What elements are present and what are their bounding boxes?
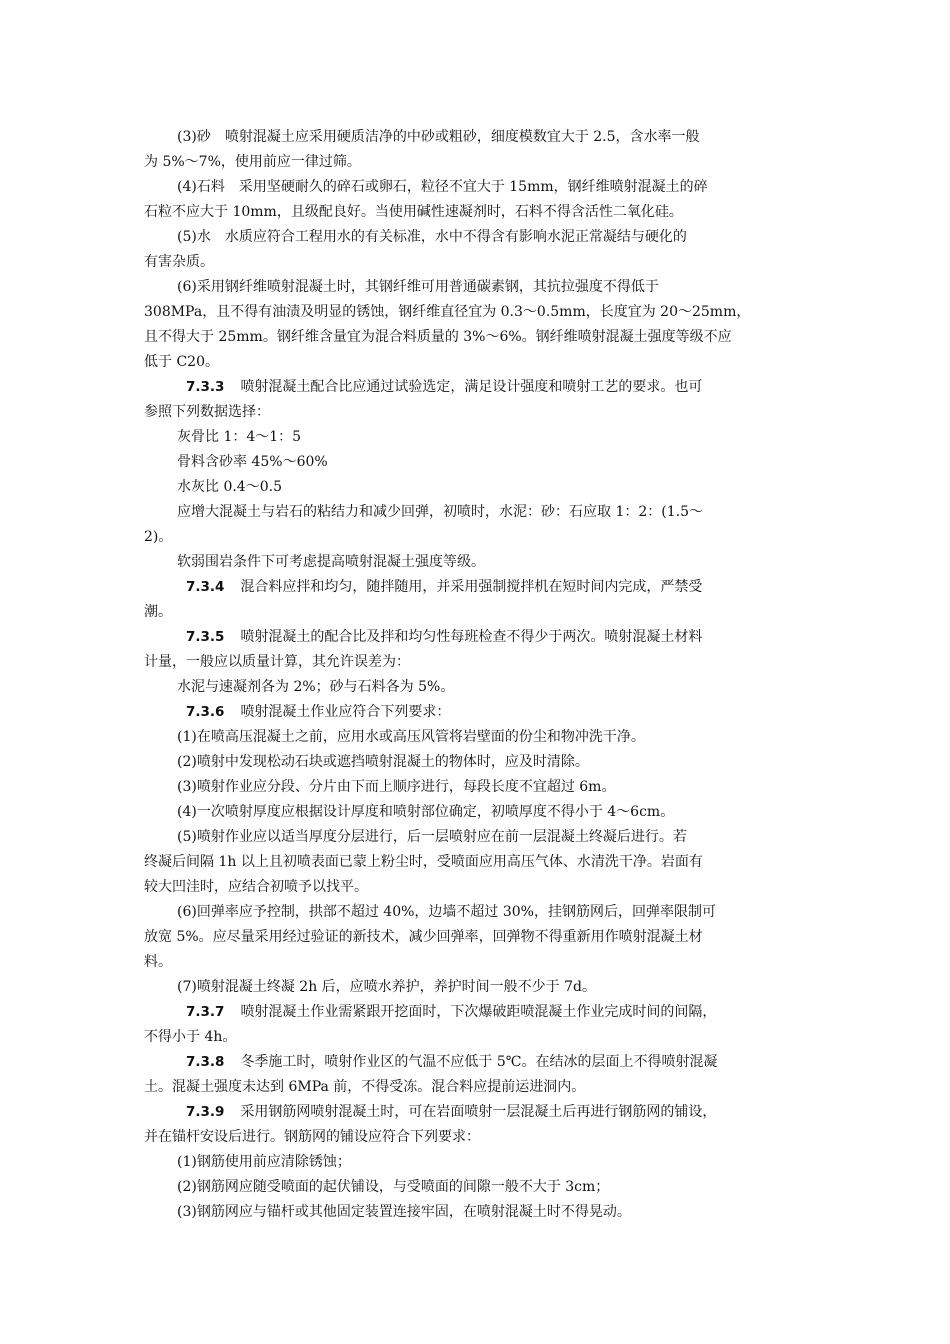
paragraph-line: 7.3.8 冬季施工时，喷射作业区的气温不应低于 5℃。在结冰的层面上不得喷射混凝 (186, 1054, 718, 1070)
paragraph-line: 7.3.6 喷射混凝土作业应符合下列要求： (186, 704, 451, 720)
paragraph-line: 放宽 5%。应尽量采用经过验证的新技术，减少回弹率，回弹物不得重新用作喷射混凝土材 (144, 929, 703, 945)
paragraph-line: (5)喷射作业应以适当厚度分层进行，后一层喷射应在前一层混凝土终凝后进行。若 (177, 829, 687, 845)
paragraph-line: 终凝后间隔 1h 以上且初喷表面已蒙上粉尘时，受喷面应用高压气体、水清洗干净。岩面有 (144, 854, 703, 870)
paragraph-line: 为 5%～7%，使用前应一律过筛。 (144, 154, 361, 170)
paragraph-line: 较大凹洼时，应结合初喷予以找平。 (144, 879, 368, 895)
section-number: 7.3.8 (186, 1054, 225, 1070)
paragraph-line: 7.3.5 喷射混凝土的配合比及拌和均匀性每班检查不得少于两次。喷射混凝土材料 (186, 629, 703, 645)
paragraph-line: 7.3.7 喷射混凝土作业需紧跟开挖面时，下次爆破距喷混凝土作业完成时间的间隔， (186, 1004, 717, 1020)
paragraph-line: (7)喷射混凝土终凝 2h 后，应喷水养护，养护时间一般不少于 7d。 (177, 979, 596, 995)
paragraph-line: (1)钢筋使用前应清除锈蚀； (177, 1154, 351, 1170)
paragraph-line: 并在锚杆安设后进行。钢筋网的铺设应符合下列要求： (144, 1129, 480, 1145)
paragraph-line: 不得小于 4h。 (144, 1029, 237, 1045)
paragraph-line: 应增大混凝土与岩石的粘结力和减少回弹，初喷时，水泥：砂：石应取 1：2：(1.5～ (177, 504, 703, 520)
paragraph-line: 且不得大于 25mm。钢纤维含量宜为混合料质量的 3%～6%。钢纤维喷射混凝土强度等级不应 (144, 329, 732, 345)
paragraph-line: 料。 (144, 954, 172, 970)
paragraph-line: 参照下列数据选择： (144, 404, 270, 420)
paragraph-line: (2)钢筋网应随受喷面的起伏铺设，与受喷面的间隙一般不大于 3cm； (177, 1179, 610, 1195)
section-number: 7.3.4 (186, 579, 225, 595)
section-number: 7.3.9 (186, 1104, 225, 1120)
paragraph-line: 软弱围岩条件下可考虑提高喷射混凝土强度等级。 (177, 554, 485, 570)
paragraph-line: 308MPa，且不得有油渍及明显的锈蚀，钢纤维直径宜为 0.3～0.5mm，长度宜为 20～25mm， (144, 304, 751, 320)
paragraph-line: 水灰比 0.4～0.5 (177, 479, 282, 495)
paragraph-line: 灰骨比 1：4～1：5 (177, 429, 302, 445)
paragraph-line: 7.3.9 采用钢筋网喷射混凝土时，可在岩面喷射一层混凝土后再进行钢筋网的铺设， (186, 1104, 717, 1120)
paragraph-line: (1)在喷高压混凝土之前，应用水或高压风管将岩壁面的份尘和物冲洗干净。 (177, 729, 645, 745)
paragraph-line: (4)一次喷射厚度应根据设计厚度和喷射部位确定，初喷厚度不得小于 4～6cm。 (177, 804, 675, 820)
paragraph-line: 7.3.4 混合料应拌和均匀，随拌随用，并采用强制搅拌机在短时间内完成，严禁受 (186, 579, 703, 595)
section-number: 7.3.7 (186, 1004, 225, 1020)
paragraph-line: 低于 C20。 (144, 354, 219, 370)
section-number: 7.3.3 (186, 379, 225, 395)
section-number: 7.3.6 (186, 704, 225, 720)
paragraph-line: (6)采用钢纤维喷射混凝土时，其钢纤维可用普通碳素钢，其抗拉强度不得低于 (177, 279, 659, 295)
paragraph-line: (3)钢筋网应与锚杆或其他固定装置连接牢固，在喷射混凝土时不得晃动。 (177, 1204, 631, 1220)
paragraph-line: (2)喷射中发现松动石块或遮挡喷射混凝土的物体时，应及时清除。 (177, 754, 589, 770)
paragraph-line: 潮。 (144, 604, 172, 620)
paragraph-line: (4)石料 采用坚硬耐久的碎石或卵石，粒径不宜大于 15mm，钢纤维喷射混凝土的碎 (177, 179, 708, 195)
paragraph-line: (5)水 水质应符合工程用水的有关标准，水中不得含有影响水泥正常凝结与硬化的 (177, 229, 687, 245)
paragraph-line: (3)喷射作业应分段、分片由下而上顺序进行，每段长度不宜超过 6m。 (177, 779, 616, 795)
paragraph-line: 土。混凝土强度未达到 6MPa 前，不得受冻。混合料应提前运进洞内。 (144, 1079, 586, 1095)
paragraph-line: 石粒不应大于 10mm，且级配良好。当使用碱性速凝剂时，石料不得含活性二氧化硅。 (144, 204, 683, 220)
paragraph-line: 7.3.3 喷射混凝土配合比应通过试验选定，满足设计强度和喷射工艺的要求。也可 (186, 379, 703, 395)
paragraph-line: 计量，一般应以质量计算，其允许误差为： (144, 654, 410, 670)
paragraph-line: (3)砂 喷射混凝土应采用硬质洁净的中砂或粗砂，细度模数宜大于 2.5，含水率一般 (177, 129, 700, 145)
paragraph-line: 有害杂质。 (144, 254, 214, 270)
paragraph-line: 骨料含砂率 45%～60% (177, 454, 328, 470)
paragraph-line: 2)。 (144, 529, 173, 545)
section-number: 7.3.5 (186, 629, 225, 645)
paragraph-line: (6)回弹率应予控制，拱部不超过 40%，边墙不超过 30%，挂钢筋网后，回弹率限制可 (177, 904, 716, 920)
paragraph-line: 水泥与速凝剂各为 2%；砂与石料各为 5%。 (177, 679, 455, 695)
